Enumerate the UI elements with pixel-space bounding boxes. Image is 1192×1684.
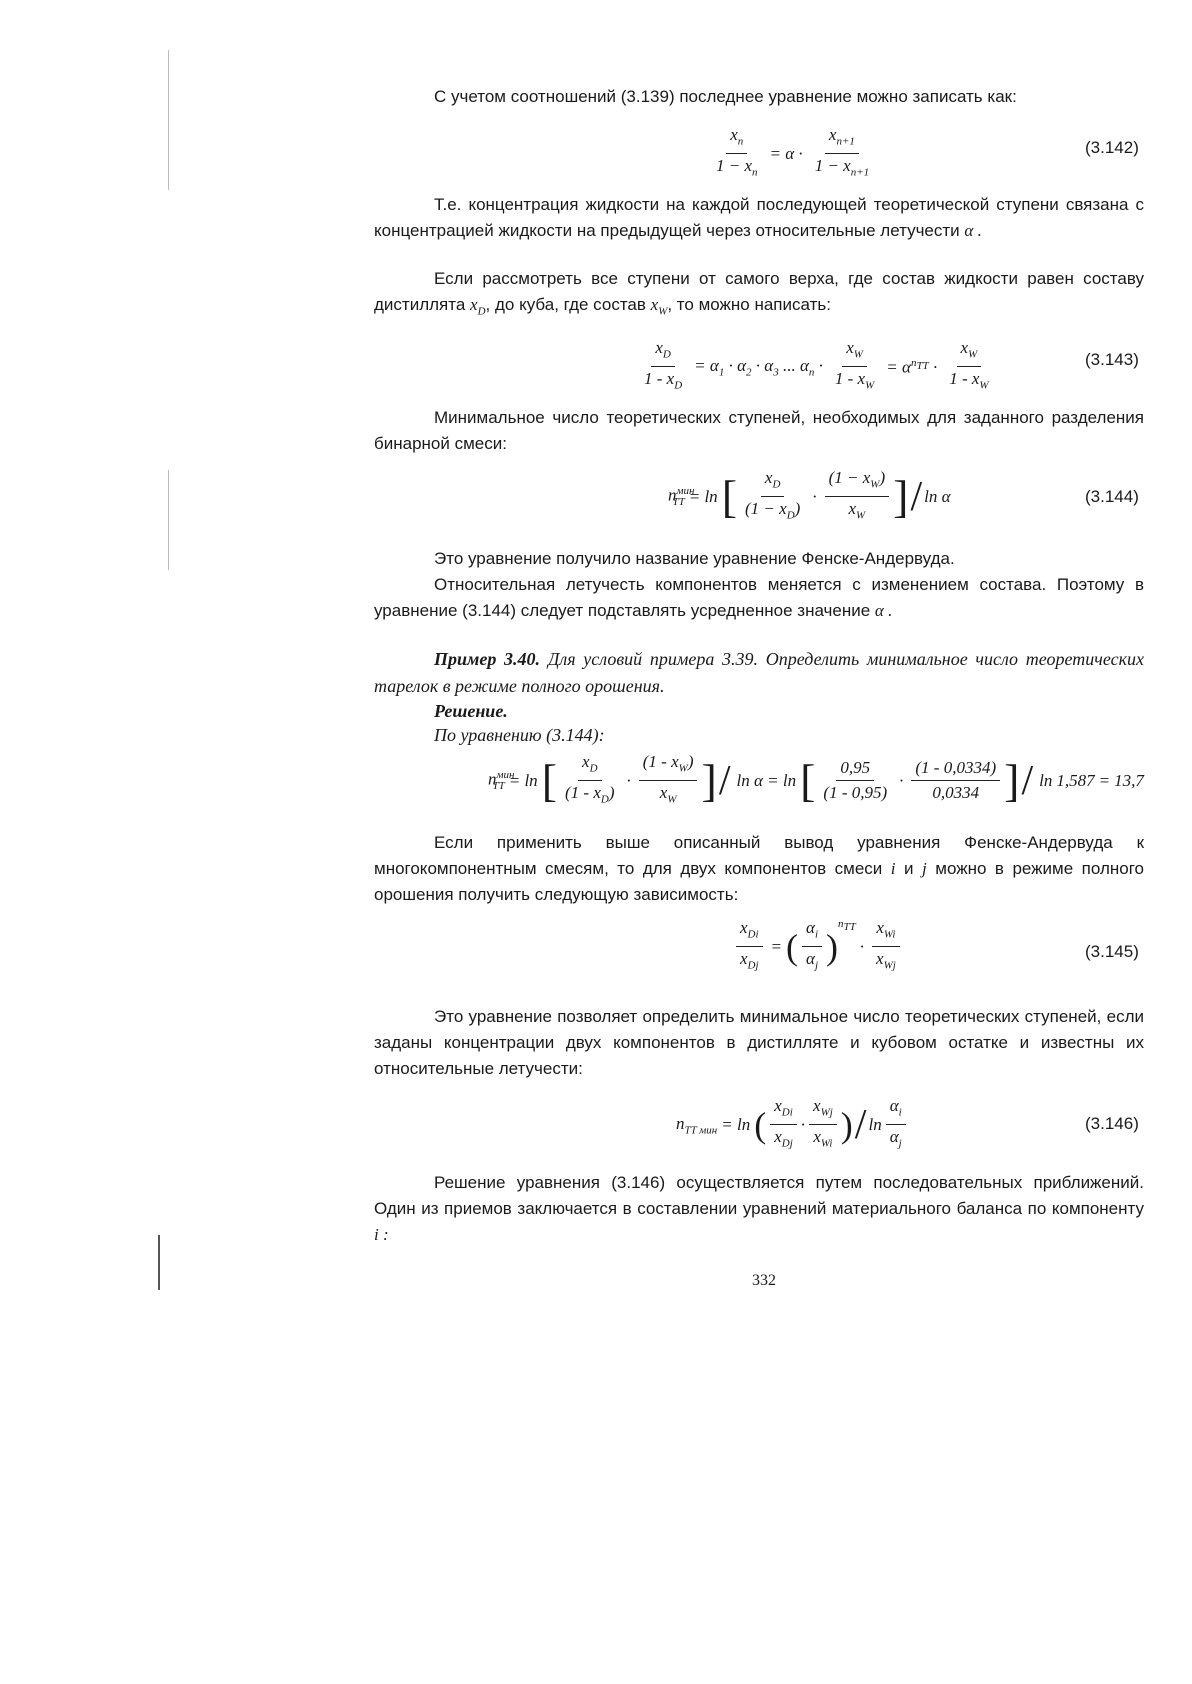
scan-mark (168, 470, 169, 570)
equation-number: (3.142) (1085, 138, 1139, 157)
var-i: i (890, 859, 896, 878)
paragraph-2-text: Т.е. концентрация жидкости на каждой последующей теоретической ступени связана с концентрацией жидкости на предыдущей через относительные летучести (374, 195, 1144, 240)
equation-number: (3.144) (1085, 487, 1139, 506)
equation-number: (3.146) (1085, 1114, 1139, 1133)
equation-3-146: $n_{TT мин}$ = ln ( $\frac{x_{Di}}{x_{Dj}}$ · $\frac{x_{Wj}}{x_{Wi}}$ ) / ln $\frac{\alpha_i}{\alpha_j}$ (676, 1096, 910, 1154)
value-one-minus-xw: (1 - 0,0334) (911, 758, 1000, 781)
solution-ref-line (374, 722, 1144, 749)
paragraph-6-text: Относительная летучесть компонентов меняется с изменением состава. Поэтому в уравнение (3.144) следует подставлять усредненное значение (374, 575, 1144, 620)
alpha-symbol: α . (874, 601, 893, 620)
paragraph-6 (374, 572, 1144, 624)
paragraph-9-text: Решение уравнения (3.146) осуществляется путем последовательных приближений. Один из приемов заключается в составлении уравнений материального баланса по компоненту (374, 1173, 1144, 1218)
equation-3-145: $\frac{x_{Di}}{x_{Dj}}$ = ( $\frac{\alpha_i}{\alpha_j}$ ) $^{n_{TT}}$ · $\frac{x_{Wi}}{x_{Wj}}$ (732, 918, 904, 976)
example-label: Пример 3.40. (434, 649, 541, 669)
example-text: Для условий примера 3.39. Определить минимальное число теоретических тарелок в режиме полного орошения. (374, 649, 1144, 696)
paragraph-2 (374, 192, 1144, 244)
paragraph-1: С учетом соотношений (3.139) последнее уравнение можно записать как: (434, 87, 1017, 106)
paragraph-3-text-c: , то можно написать: (667, 295, 831, 314)
page-number: 332 (752, 1272, 776, 1289)
var-i: i : (374, 1225, 389, 1244)
equation-3-144: $n^{мин}_{TT}$ = ln [ $\frac{x_D}{(1 - x_D)}$ · $\frac{(1 - x_W)}{x_W}$ ] / ln α (668, 468, 951, 522)
var-j: j (922, 859, 927, 878)
value-xd: 0,95 (836, 758, 874, 781)
scan-mark (158, 1235, 160, 1290)
paragraph-9 (374, 1170, 1144, 1248)
equation-number: (3.143) (1085, 350, 1139, 369)
solution-reference: По уравнению (3.144): (434, 725, 605, 745)
value-xw: 0,0334 (932, 783, 980, 803)
equation-3-143: $\frac{x_D}{1 - x_D}$ = $\alpha_1 \cdot \alpha_2 \cdot \alpha_3$ ... $\alpha_n$ · $\frac{x_W}{1 - x_W}$ = $\alpha^{n_{TT}}$ · $\frac{x_W}{1 - x_W}$ (644, 338, 989, 392)
solution-label-line (374, 698, 1144, 725)
paragraph-3-text-a: Если рассмотреть все ступени от самого верха, где состав жидкости равен составу дистиллята (374, 269, 1144, 314)
var-xd: $x_D$ (470, 295, 486, 318)
example-equation: $n^{мин}_{TT}$ = ln [ $\frac{x_D}{(1 - x_D)}$ · $\frac{(1 - x_W)}{x_W}$ ] / ln α = ln [ $\frac{0,95}{(1 - 0,95)}$ · $\frac{(1 - 0,0334)}{0,0334}$ ] / ln 1,587 = 13,7 (488, 752, 1144, 806)
value-one-minus-xd: (1 - 0,95) (823, 783, 888, 803)
scan-mark (168, 50, 169, 190)
example-block (374, 646, 1144, 700)
conjunction: и (904, 859, 914, 878)
paragraph-3 (374, 266, 1144, 324)
paragraph-3-text-b: , до куба, где состав (485, 295, 646, 314)
paragraph-5: Это уравнение получило название уравнение Фенске-Андервуда. (434, 549, 955, 568)
paragraph-4: Минимальное число теоретических ступеней, необходимых для заданного разделения бинарной смеси: (374, 408, 1144, 453)
paragraph-8: Это уравнение позволяет определить минимальное число теоретических ступеней, если заданы концентрации двух компонентов в дистилляте и кубовом остатке и известны их относительные летучести: (374, 1007, 1144, 1078)
value-alpha: 1,587 (1056, 770, 1095, 790)
paragraph-7-text-a: Если применить выше описанный вывод уравнения Фенске-Андервуда к многокомпонентным смесям, то для двух компонентов смеси (374, 833, 1144, 878)
alpha-symbol: α . (964, 221, 982, 240)
paragraph-7 (374, 830, 1144, 908)
solution-label: Решение. (434, 701, 508, 721)
var-xw: $x_W$ (650, 295, 668, 318)
equation-number: (3.145) (1085, 942, 1139, 961)
value-result: 13,7 (1114, 770, 1144, 790)
paragraph-7-text-b: можно в режиме полного орошения получить следующую зависимость: (374, 859, 1144, 904)
equation-3-142: $\frac{x_n}{1 - x_n}$ = α · $\frac{x_{n+1}}{1 - x_{n+1}}$ (716, 125, 870, 179)
